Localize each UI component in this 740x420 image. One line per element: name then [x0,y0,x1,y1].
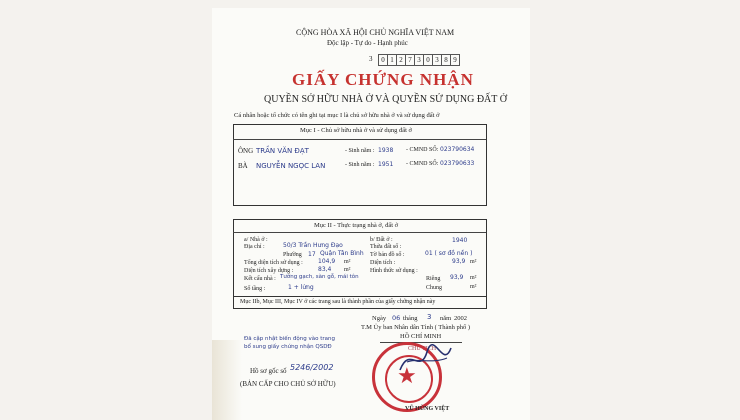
serial-prefix: 3 [369,55,373,63]
update-note-line-1: Đã cập nhật biến động vào trang [244,336,335,342]
date-month: 3 [427,313,432,321]
private-unit: m² [470,275,477,281]
nation-header: CỘNG HÒA XÃ HỘI CHỦ NGHĨA VIỆT NAM [296,28,455,37]
structure-value: Tường gạch, sàn gỗ, mái tôn [280,274,359,280]
land-area-unit: m² [470,259,477,265]
total-area-label: Tổng diện tích sử dụng : [244,260,303,266]
certificate-title: GIẤY CHỨNG NHẬN [292,70,474,89]
signature [395,340,455,380]
section-2-divider [233,232,486,233]
serial-number [378,54,460,66]
owner-1-id-label: - CMND SỐ: [406,147,439,153]
shared-label: Chung [426,285,443,291]
total-area-value: 104,9 [318,258,336,265]
plot-number: 1940 [452,237,468,244]
serial-digit: 7 [406,54,415,66]
owner-1-birth-label: - Sinh năm : [345,148,375,154]
section-2-heading: Mục II - Thực trạng nhà ở, đất ở [314,222,399,229]
owner-1-id-number: 023790634 [440,146,475,153]
file-number: 5246/2002 [290,363,334,372]
paper-stain [212,340,242,420]
land-area-label: Diện tích : [370,260,396,266]
floors-value: 1 + lửng [288,284,314,291]
date-day-label: Ngày [372,315,387,322]
floors-label: Số tầng : [244,286,266,292]
owner-2-birth-label: - Sinh năm : [345,162,375,168]
private-label: Riêng [426,276,441,282]
serial-digit: 1 [388,54,397,66]
serial-digit: 3 [433,54,442,66]
authority-line-2: HỒ CHÍ MINH [400,333,442,340]
built-area-label: Diện tích xây dựng : [244,268,294,274]
owner-1-birth-year: 1938 [378,147,394,154]
district: Quận Tân Bình [320,250,364,257]
private-value: 93,9 [450,274,464,281]
owner-2-name: NGUYỄN NGỌC LAN [256,162,326,170]
ward-number: 17 [308,251,316,258]
land-area-value: 93,9 [452,258,466,265]
address-label: Địa chỉ : [244,244,265,250]
seal-star-icon: ★ [397,363,417,388]
date-day: 06 [392,314,401,322]
section-1-divider [233,139,486,140]
date-year-label: năm [440,315,452,322]
map-value: 01 ( sơ đồ nền ) [425,250,473,257]
section-1-heading: Mục I - Chủ sở hữu nhà ở và sử dụng đất ở [300,127,412,134]
total-area-unit: m² [344,259,351,265]
authority-line-3: CHỦ TỊCH [408,346,437,352]
serial-digit: 3 [415,54,424,66]
built-area-unit: m² [344,267,351,273]
built-area-value: 83,4 [318,266,332,273]
certificate-subtitle: QUYỀN SỞ HỮU NHÀ Ở VÀ QUYỀN SỬ DỤNG ĐẤT Ở [264,94,507,105]
intro-text: Cá nhân hoặc tổ chức có tên ghi tại mục I là chủ sở hữu nhà ở và sử dụng đất ở [234,112,440,119]
ward-label: Phường [283,252,302,258]
copy-note: (BẢN CẤP CHO CHỦ SỞ HỮU) [240,380,336,388]
map-label: Tờ bản đồ số : [370,252,405,258]
file-number-label: Hồ sơ gốc số [250,367,287,375]
footer-note: Mục IIb, Mục III, Mục IV ở các trang sau là thành phần của giấy chứng nhận này [240,299,436,305]
address-line-1: 50/3 Trần Hưng Đạo [283,242,343,249]
owner-1-name: TRẦN VĂN ĐẠT [256,147,309,155]
owner-2-id-number: 023790633 [440,160,475,167]
signer-name: VŨ HÙNG VIỆT [405,406,450,412]
owner-1-prefix: ÔNG [238,147,254,155]
date-year: 2002 [454,315,467,322]
serial-digit: 0 [378,54,388,66]
owner-2-birth-year: 1951 [378,161,394,168]
land-label: b/ Đất ở : [370,237,393,243]
authority-line-1: T.M Ủy ban Nhân dân Tỉnh ( Thành phố ) [361,324,471,331]
motto: Độc lập - Tự do - Hạnh phúc [327,39,408,47]
serial-digit: 9 [451,54,460,66]
structure-label: Kết cấu nhà : [244,276,276,282]
serial-digit: 2 [397,54,406,66]
owner-2-prefix: BÀ [238,162,248,170]
use-type-label: Hình thức sử dụng : [370,268,418,274]
date-month-label: tháng [403,315,418,322]
owner-2-id-label: - CMND SỐ: [406,161,439,167]
serial-digit: 0 [424,54,433,66]
plot-label: Thửa đất số : [370,244,402,250]
shared-unit: m² [470,284,477,290]
serial-digit: 8 [442,54,451,66]
update-note-line-2: bổ sung giấy chứng nhận QSDĐ [244,344,332,350]
house-label: a/ Nhà ở : [244,237,268,243]
